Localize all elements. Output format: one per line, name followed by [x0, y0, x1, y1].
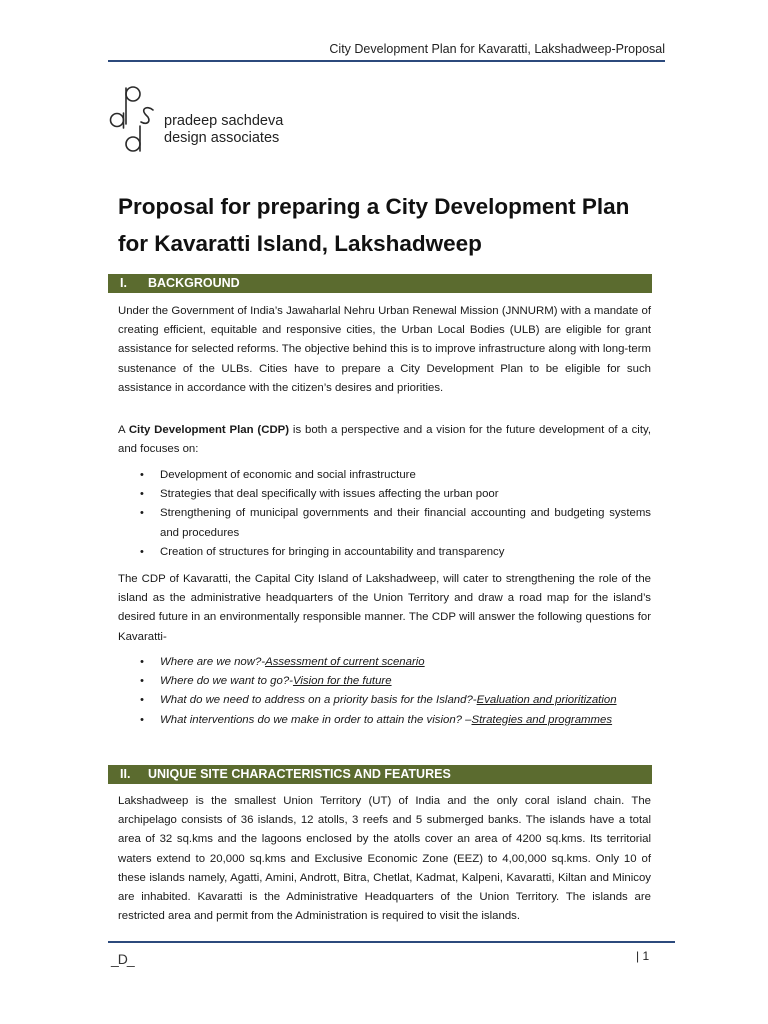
- background-paragraph-2: [118, 421, 651, 459]
- footer-rule: [108, 941, 675, 943]
- page-number: | 1: [636, 949, 650, 963]
- section-number: II.: [120, 767, 131, 781]
- logo-text: [164, 113, 283, 147]
- cdp-focus-list: [118, 466, 651, 562]
- section-number: I.: [120, 276, 127, 290]
- list-item: • Development of economic and social infrastructure: [118, 466, 651, 485]
- answer-text: Evaluation and prioritization: [476, 694, 617, 707]
- section-heading-background: [108, 274, 652, 293]
- list-item: [118, 691, 651, 710]
- list-item: [118, 653, 651, 672]
- list-item: • Strengthening of municipal governments and their financial accounting and budgeting systems and procedures: [118, 504, 651, 542]
- question-text: Where do we want to go?-: [160, 675, 293, 688]
- background-paragraph-3: The CDP of Kavaratti, the Capital City Island of Lakshadweep, will cater to strengthening the role of the island as the administrative headquarters of the Union Territory and draw a road map for the island’s desired future in an environmentally responsible manner. The CDP will answer the following questions for Kavaratti-: [118, 573, 651, 643]
- section-title: BACKGROUND: [148, 276, 240, 290]
- list-item: [118, 711, 651, 730]
- section-title: UNIQUE SITE CHARACTERISTICS AND FEATURES: [148, 767, 451, 781]
- cdp-questions-list: [118, 653, 651, 730]
- question-text: What do we need to address on a priority basis for the Island?-: [160, 694, 477, 707]
- paragraph-prefix: A: [118, 424, 129, 436]
- list-item: [118, 672, 651, 691]
- list-item: • Creation of structures for bringing in accountability and transparency: [118, 543, 651, 562]
- answer-text: Assessment of current scenario: [265, 656, 425, 668]
- list-item: • Strategies that deal specifically with issues affecting the urban poor: [118, 485, 651, 504]
- site-characteristics-paragraph: Lakshadweep is the smallest Union Territory (UT) of India and the only coral island chain. The archipelago consists of 36 islands, 12 atolls, 3 reefs and 5 submerged banks. The islands have a total area of 32 sq.kms and the lagoons enclosed by the atolls cover an area of 4200 sq.kms. Its territorial waters extend to 20,000 sq.kms and Exclusive Economic Zone (EEZ) to 4,00,000 sq.kms. Only 10 of these islands namely, Agatti, Amini, Andrott, Bitra, Chetlat, Kadmat, Kalpeni, Kavaratti, Kiltan and Minicoy are inhabited. Kavaratti is the Administrative Headquarters of the Union Territory. The islands are restricted area and permit from the Administration is required to visit the islands.: [118, 795, 651, 923]
- answer-text: Vision for the future: [292, 675, 392, 688]
- question-text: What interventions do we make in order to attain the vision? –: [160, 713, 472, 726]
- title-line-2: for Kavaratti Island, Lakshadweep: [118, 231, 482, 256]
- cdp-term: City Development Plan (CDP): [128, 424, 290, 436]
- apsd-monogram-icon: [106, 80, 166, 166]
- background-paragraph-1: Under the Government of India’s Jawaharlal Nehru Urban Renewal Mission (JNNURM) with a mandate of creating efficient, equitable and responsive cities, the Urban Local Bodies (ULB) are eligible for grant assistance for selected reforms. The objective behind this is to improve infrastructure along with long-term sustenance of the ULBs. Cities have to prepare a City Development Plan to be eligible for such assistance in accordance with the citizen’s desires and priorities.: [118, 305, 651, 394]
- question-text: Where are we now?-: [160, 656, 266, 668]
- logo-line-2: design associates: [164, 130, 280, 146]
- running-header: City Development Plan for Kavaratti, Lakshadweep-Proposal: [108, 42, 665, 62]
- section-heading-site-characteristics: [108, 765, 652, 784]
- answer-text: Strategies and programmes: [471, 713, 613, 726]
- company-logo: [106, 80, 306, 166]
- footer-logo-mark: _D_: [111, 951, 134, 967]
- logo-line-1: pradeep sachdeva: [164, 113, 284, 129]
- document-title: [118, 188, 678, 262]
- title-line-1: Proposal for preparing a City Development Plan: [118, 194, 630, 219]
- paragraph-rest: is both a perspective and a vision for the future development of a city, and focuses on:: [118, 424, 651, 456]
